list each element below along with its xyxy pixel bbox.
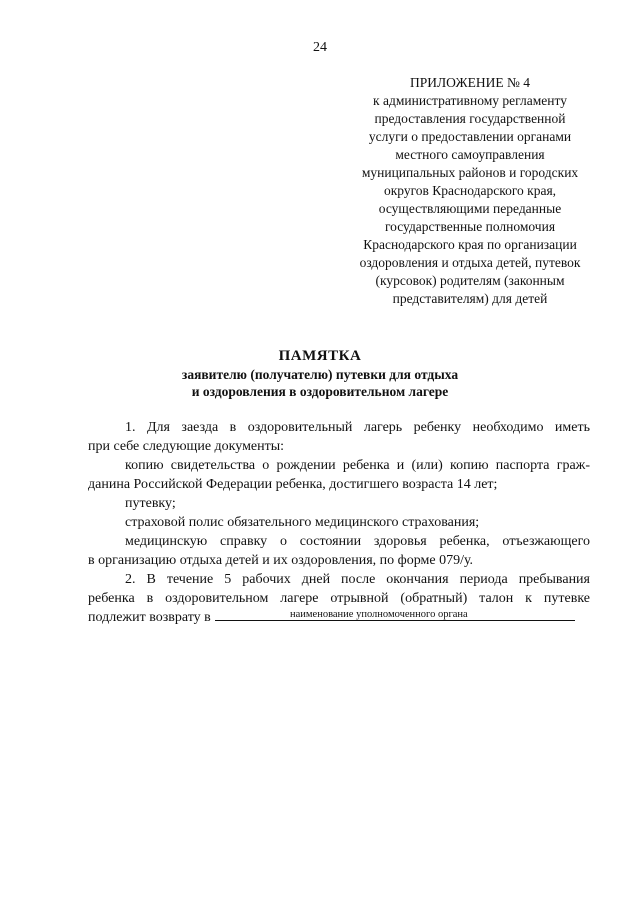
appendix-line: осуществляющими переданные <box>378 201 562 216</box>
appendix-line: представителям) для детей <box>392 291 548 306</box>
memo-subtitle-line: заявителю (получателю) путевки для отдыха <box>181 367 459 382</box>
document-item-continuation: данина Российской Федерации ребенка, достигшего возраста 14 лет; <box>88 477 498 492</box>
appendix-line: государственные полномочия <box>384 219 556 234</box>
memo-heading <box>0 346 640 400</box>
appendix-line: округов Краснодарского края, <box>383 183 557 198</box>
document-item: страховой полис обязательного медицинского страхования; <box>125 515 480 530</box>
appendix-header <box>340 74 600 308</box>
appendix-line: местного самоуправления <box>395 147 545 162</box>
appendix-line: муниципальных районов и городских <box>361 165 579 180</box>
paragraph-1-line: при себе следующие документы: <box>88 439 285 454</box>
document-item-continuation: в организацию отдыха детей и их оздоровления, по форме 079/у. <box>88 553 474 568</box>
appendix-line: предоставления государственной <box>374 111 566 126</box>
paragraph-2-line: ребенка в оздоровительном лагере отрывной (обратный) талон к путевке <box>88 591 590 606</box>
appendix-title: ПРИЛОЖЕНИЕ № 4 <box>409 75 531 90</box>
document-item: путевку; <box>125 496 176 511</box>
document-item: копию свидетельства о рождении ребенка и (или) копию паспорта граж- <box>125 458 590 473</box>
paragraph-2-text: подлежит возврату в <box>88 610 211 625</box>
appendix-line: (курсовок) родителям (законным <box>375 273 565 288</box>
page-number: 24 <box>313 40 327 55</box>
memo-title: ПАМЯТКА <box>278 348 362 364</box>
paragraph-2-line: 2. В течение 5 рабочих дней после окончания периода пребывания <box>125 572 590 587</box>
blank-caption: наименование уполномоченного органа <box>290 609 468 620</box>
appendix-line: услуги о предоставлении органами <box>368 129 572 144</box>
document-item: медицинскую справку о состоянии здоровья ребенка, отъезжающего <box>125 534 590 549</box>
appendix-line: оздоровления и отдыха детей, путевок <box>359 255 581 270</box>
paragraph-1-line: 1. Для заезда в оздоровительный лагерь ребенку необходимо иметь <box>125 420 590 435</box>
appendix-line: к административному регламенту <box>373 93 567 108</box>
memo-body <box>88 418 590 627</box>
memo-subtitle-line: и оздоровления в оздоровительном лагере <box>191 384 449 399</box>
appendix-line: Краснодарского края по организации <box>363 237 577 252</box>
